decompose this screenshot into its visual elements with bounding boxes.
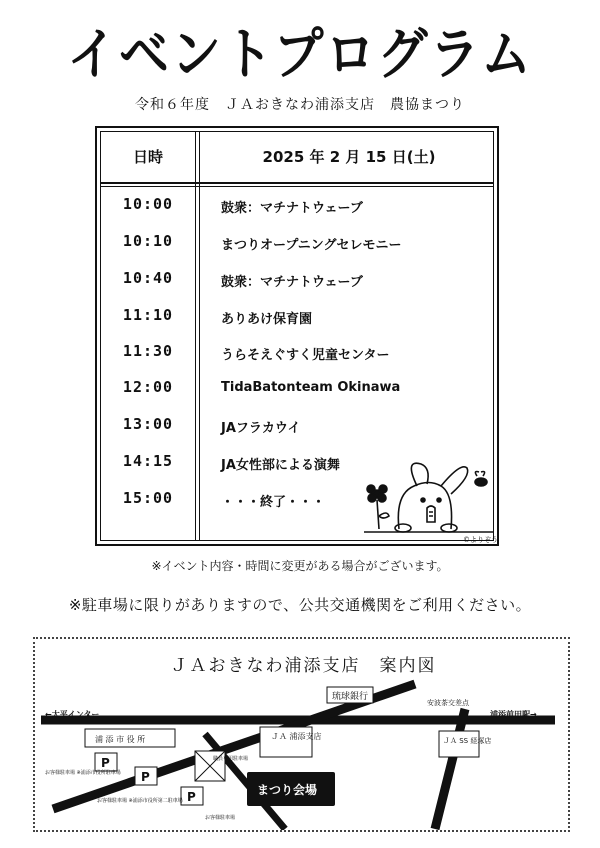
column-divider xyxy=(195,132,196,540)
parking-mark: P xyxy=(101,756,110,770)
row-event: 鼓衆：マチナトウェーブ xyxy=(221,201,363,216)
event-date: 2025 年 2 月 15 日(土) xyxy=(262,148,436,166)
program-table-inner xyxy=(100,131,498,544)
parking-caption: お客様駐車場 ※浦添市役所駐車場 xyxy=(45,770,121,776)
to-inter-label: ←大平インター xyxy=(45,710,100,719)
header-divider xyxy=(101,182,493,184)
access-map xyxy=(33,637,570,832)
page-title: イベントプログラム xyxy=(67,22,533,87)
mascot-illustration xyxy=(359,454,499,544)
row-time: 13:00 xyxy=(122,415,174,433)
row-event: ありあけ保育園 xyxy=(221,312,313,327)
parking-caption: お客様駐車場 ※浦添市役所第二駐車場 xyxy=(97,798,183,804)
ja-branch-label: ＪＡ 浦添支店 xyxy=(271,732,322,741)
change-notice: ※イベント内容・時間に変更がある場合がございます。 xyxy=(151,559,449,573)
row-event: うらそえぐすく児童センター xyxy=(221,348,390,363)
row-time: 11:30 xyxy=(122,342,174,360)
ja-ss-label: ＪＡ SS 経塚店 xyxy=(443,737,492,745)
ja-branch-note: 職員専用駐車場 xyxy=(213,756,249,762)
row-event: 鼓衆：マチナトウェーブ xyxy=(221,275,363,290)
map-title: ＪＡおきなわ浦添支店 案内図 xyxy=(170,656,437,676)
parking-mark: P xyxy=(187,790,196,804)
parking-notice: ※駐車場に限りがありますので、公共交通機関をご利用ください。 xyxy=(68,596,532,614)
row-event: TidaBatonteam Okinawa xyxy=(221,380,401,395)
row-time: 14:15 xyxy=(122,452,174,470)
row-time: 11:10 xyxy=(122,306,174,324)
event-subtitle: 令和６年度 ＪＡおきなわ浦添支店 農協まつり xyxy=(135,97,465,113)
row-event: まつりオープニングセレモニー xyxy=(221,238,402,253)
parking-caption: お客様駐車場 xyxy=(205,815,236,821)
column-divider xyxy=(199,132,200,540)
bus-stop-label: 安波茶交差点 xyxy=(427,699,469,707)
row-time: 10:10 xyxy=(122,232,174,250)
row-time: 12:00 xyxy=(122,378,174,396)
header-divider xyxy=(101,186,493,187)
row-event: JAフラカウイ xyxy=(221,421,301,436)
program-table xyxy=(95,126,499,546)
city-hall-label: 浦 添 市 役 所 xyxy=(95,735,146,744)
row-time: 15:00 xyxy=(122,489,174,507)
map-drawing xyxy=(35,639,568,830)
to-station-label: 浦添前田駅→ xyxy=(490,710,537,719)
row-time: 10:40 xyxy=(122,269,174,287)
date-label: 日時 xyxy=(132,148,163,166)
row-event: JA女性部による演舞 xyxy=(221,458,340,473)
mascot-credit: ©よりぞう xyxy=(463,536,498,544)
parking-mark: P xyxy=(141,770,150,784)
row-event: ・・・終了・・・ xyxy=(221,495,326,510)
venue-label: まつり会場 xyxy=(257,783,318,797)
bank-label: 琉球銀行 xyxy=(332,692,369,702)
row-time: 10:00 xyxy=(122,195,174,213)
